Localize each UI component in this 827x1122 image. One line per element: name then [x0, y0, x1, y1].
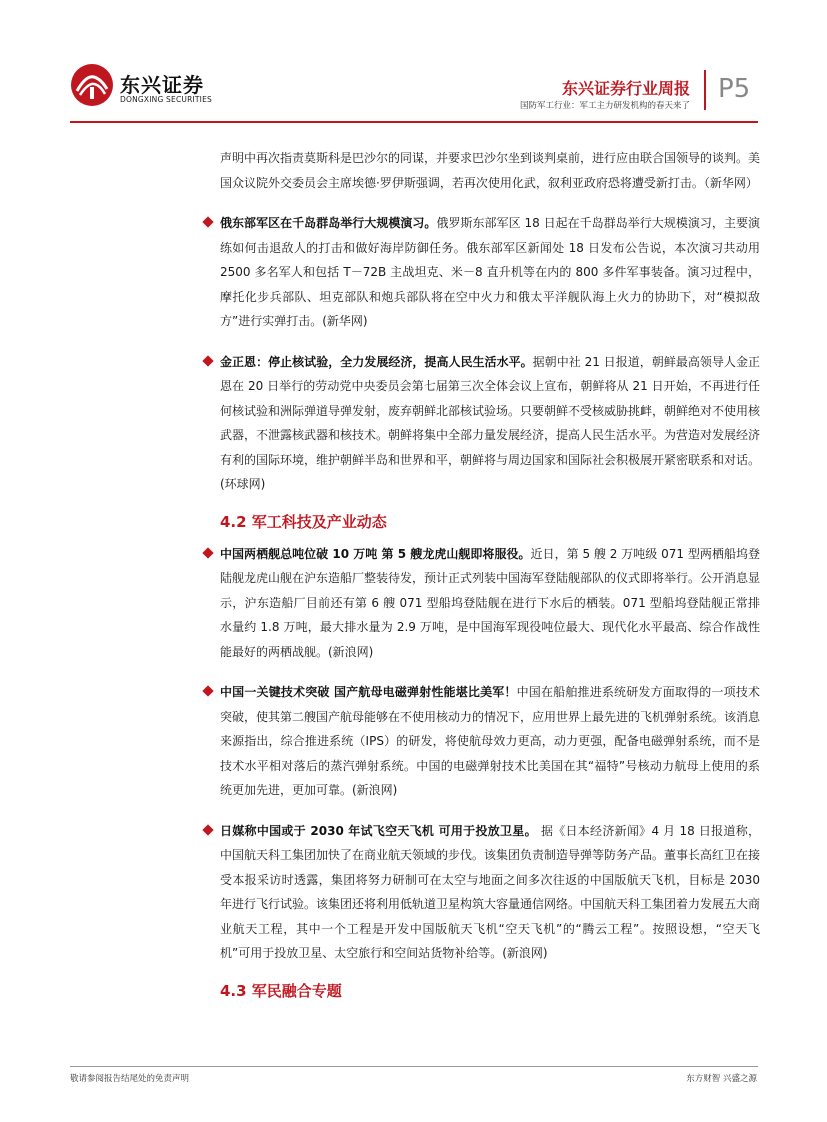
- news-item-title: 日媒称中国或于 2030 年试飞空天飞机 可用于投放卫星。: [220, 823, 537, 838]
- intro-paragraph: 声明中再次指责莫斯科是巴沙尔的同谋，并要求巴沙尔坐到谈判桌前，进行应由联合国领导的谈判。美国众议院外交委员会主席埃德·罗伊斯强调，若再次使用化武，叙利亚政府恐将遭受新打击。（新华网）: [220, 151, 761, 190]
- news-item-body: 俄罗斯东部军区 18 日起在千岛群岛举行大规模演习，主要演练如何击退敌人的打击和做好海岸防御任务。俄东部军区新闻处 18 日发布公告说，本次演习共动用 2500 多名军人和包括 T－72B 主战坦克、米－8 直升机等在内的 800 多件军事装备。演习过程中，摩托化步兵部队、坦克部队和炮兵部队将在空中火力和俄太平洋舰队海上火力的协助下，对“模拟敌方”进行实弹打击。(新华网): [220, 216, 760, 328]
- news-item-title: 金正恩：停止核试验，全力发展经济，提高人民生活水平。: [220, 354, 533, 369]
- news-item: [220, 350, 760, 497]
- diamond-bullet-icon: [202, 547, 213, 558]
- diamond-bullet-icon: [202, 685, 213, 696]
- diamond-bullet-icon: [202, 824, 213, 835]
- footer-disclaimer: 敬请参阅报告结尾处的免责声明: [70, 1074, 190, 1084]
- news-item-title: 俄东部军区在千岛群岛举行大规模演习。: [220, 216, 437, 230]
- news-item: [220, 211, 760, 334]
- header-rule: [70, 121, 758, 123]
- section-heading-4-3: 4.3 军民融合专题: [220, 981, 342, 1000]
- news-item-body: 近日，第 5 艘 2 万吨级 071 型两栖船坞登陆舰龙虎山舰在沪东造船厂整装待发，预计正式列装中国海军登陆舰部队的仪式即将举行。公开消息显示，沪东造船厂目前还有第 6 艘 071 型船坞登陆舰在进行下水后的栖装。071 型船坞登陆舰正常排水量约 1.8 万吨，最大排水量为 2.9 万吨，是中国海军现役吨位最大、现代化水平最高、综合作战性能最好的两栖战舰。(新浪网): [220, 546, 761, 659]
- news-item: [220, 680, 760, 803]
- page-number: P5: [718, 74, 751, 104]
- main-content: [220, 146, 760, 1001]
- footer-rule: [70, 1066, 758, 1067]
- footer-slogan: 东方财智 兴盛之源: [686, 1074, 757, 1084]
- news-item-body: 中国在船舶推进系统研发方面取得的一项技术突破，使其第二艘国产航母能够在不使用核动力的情况下，应用世界上最先进的飞机弹射系统。该消息来源指出，综合推进系统（IPS）的研发，将使航母效力更高，动力更强，配备电磁弹射系统，而不是技术水平相对落后的蒸汽弹射系统。中国的电磁弹射技术比美国在其“福特”号核动力航母上使用的系统更加先进，更加可靠。(新浪网): [220, 685, 761, 797]
- section-heading-4-2: 4.2 军工科技及产业动态: [220, 512, 387, 531]
- diamond-bullet-icon: [202, 216, 213, 227]
- news-item-body: 据朝中社 21 日报道，朝鲜最高领导人金正恩在 20 日举行的劳动党中央委员会第七届第三次全体会议上宣布，朝鲜将从 21 日开始，不再进行任何核试验和洲际弹道导弹发射，废弃朝鲜北部核试验场。只要朝鲜不受核威胁挑衅，朝鲜绝对不使用核武器，不泄露核武器和核技术。朝鲜将集中全部力量发展经济，提高人民生活水平。为营造对发展经济有利的国际环境，维护朝鲜半岛和世界和平，朝鲜将与周边国家和国际社会积极展开紧密联系和对话。(环球网): [220, 354, 761, 491]
- news-item-title: 中国两栖舰总吨位破 10 万吨 第 5 艘龙虎山舰即将服役。: [220, 546, 531, 561]
- news-item: [220, 542, 760, 665]
- news-item-body: 据《日本经济新闻》4 月 18 日报道称，中国航天科工集团加快了在商业航天领域的步伐。该集团负责制造导弹等防务产品。董事长高红卫在接受本报采访时透露，集团将努力研制可在太空与地面之间多次往返的中国版航天飞机，目标是 2030 年进行飞行试验。该集团还将利用低轨道卫星构筑大容量通信网络。中国航天科工集团着力发展五大商业航天工程，其中一个工程是开发中国版航天飞机“空天飞机”的“腾云工程”。按照设想，“空天飞机”可用于投放卫星、太空旅行和空间站货物补给等。(新浪网): [220, 823, 761, 960]
- diamond-bullet-icon: [202, 355, 213, 366]
- report-title: 东兴证券行业周报: [561, 79, 690, 98]
- header-divider: [704, 70, 706, 110]
- page-header: [0, 0, 827, 125]
- logo-english-name: DONGXING SECURITIES: [120, 95, 212, 104]
- news-item-title: 中国一关键技术突破 国产航母电磁弹射性能堪比美军！: [220, 685, 517, 699]
- company-logo: [70, 63, 230, 113]
- news-item: [220, 819, 760, 966]
- dongxing-logo-icon: [70, 63, 114, 107]
- report-subtitle: 国防军工行业：军工主力研发机构的春天来了: [519, 101, 690, 111]
- logo-chinese-name: 东兴证券: [120, 73, 204, 97]
